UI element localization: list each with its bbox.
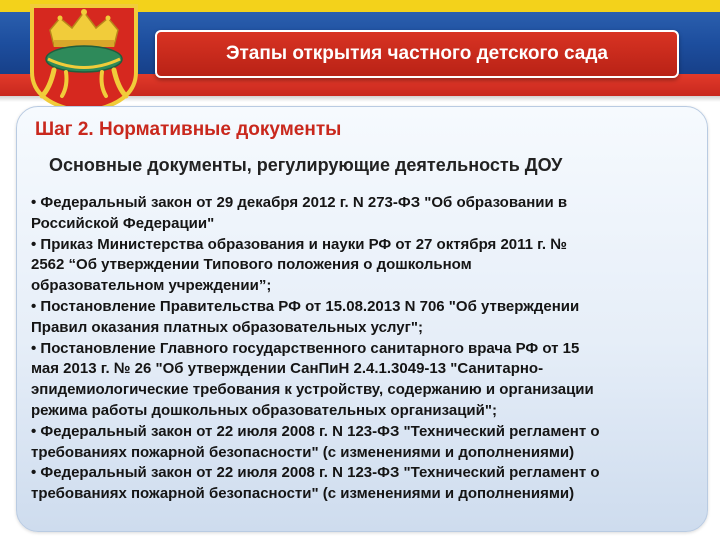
slide-title-box [155,30,679,78]
step-title: Шаг 2. Нормативные документы [35,119,342,140]
documents-list [31,193,708,505]
document-item [31,193,708,235]
document-line: требованиях пожарной безопасности" (с изменениями и дополнениями) [31,485,575,503]
document-line: 2562 “Об утверждении Типового положения о дошкольном [31,256,472,274]
document-line: • Федеральный закон от 22 июля 2008 г. N 123-ФЗ "Технический регламент о [31,422,600,440]
document-item [31,422,708,464]
document-line: • Постановление Главного государственного санитарного врача РФ от 15 [31,339,580,357]
document-line: • Приказ Министерства образования и науки РФ от 27 октября 2011 г. № [31,235,567,253]
content-panel [16,106,708,532]
slide-title: Этапы открытия частного детского сада [225,43,608,64]
document-line: требованиях пожарной безопасности" (с изменениями и дополнениями) [31,443,575,461]
document-item [31,297,708,339]
document-line: мая 2013 г. № 26 "Об утверждении СанПиН 2.4.1.3049-13 "Санитарно- [31,360,544,378]
document-line: • Постановление Правительства РФ от 15.08.2013 N 706 "Об утверждении [31,297,580,315]
document-line: • Федеральный закон от 22 июля 2008 г. N 123-ФЗ "Технический регламент о [31,464,600,482]
document-line: режима работы дошкольных образовательных организаций"; [31,401,497,419]
document-line: Правил оказания платных образовательных услуг"; [31,318,423,336]
document-item [31,235,708,297]
coat-of-arms-icon [28,4,140,114]
section-subtitle: Основные документы, регулирующие деятельность ДОУ [49,155,563,175]
document-line: эпидемиологические требования к устройству, содержанию и организации [31,381,594,399]
document-line: образовательном учреждении”; [31,277,272,295]
document-line: • Федеральный закон от 29 декабря 2012 г. N 273-ФЗ "Об образовании в [31,194,568,211]
document-line: Российской Федерации" [31,214,215,232]
document-item [31,463,708,505]
document-item [31,339,708,422]
